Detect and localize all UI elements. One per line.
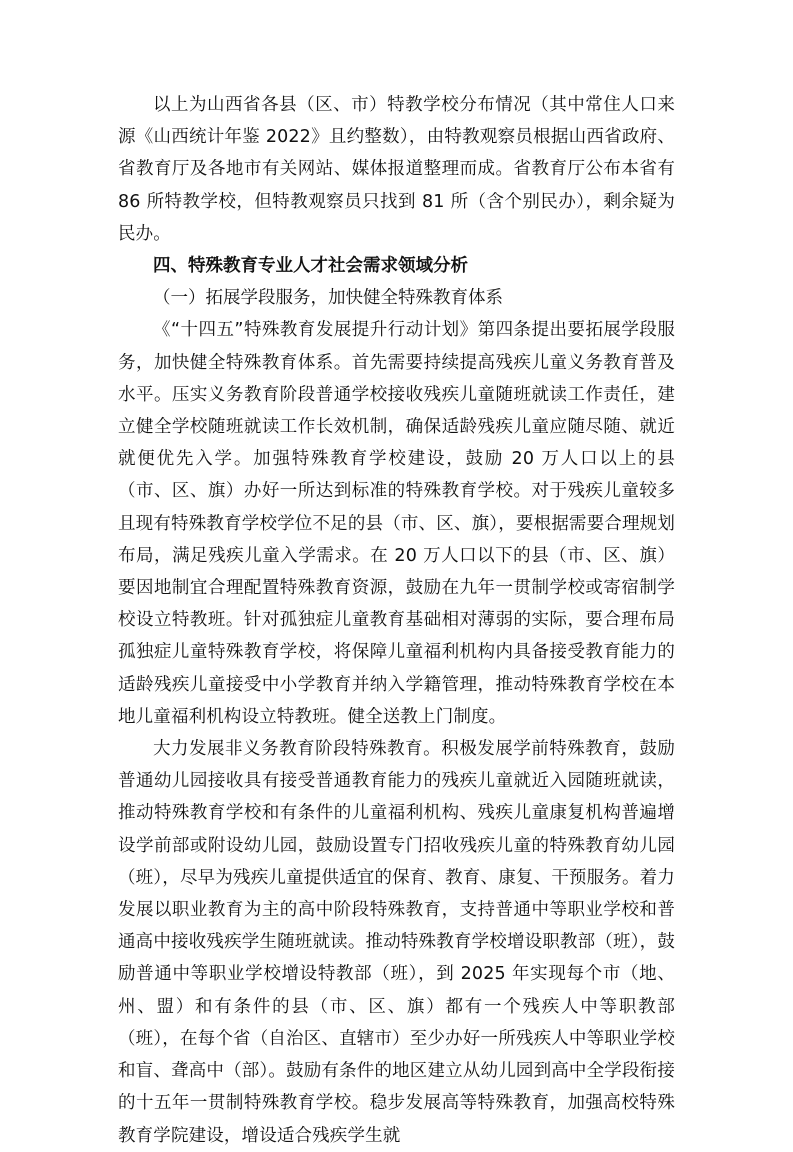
paragraph-intro: 以上为山西省各县（区、市）特教学校分布情况（其中常住人口来源《山西统计年鉴 2022》且约整数），由特教观察员根据山西省政府、省教育厅及各地市有关网站、媒体报道整理而成。省教育厅公布本省有 86 所特教学校，但特教观察员只找到 81 所（含个别民办），剩余疑为民办。 bbox=[118, 95, 675, 244]
section-heading: 四、特殊教育专业人才社会需求领域分析 bbox=[153, 256, 468, 277]
subsection-heading: （一）拓展学段服务，加快健全特殊教育体系 bbox=[153, 288, 503, 309]
paragraph-non-compulsory-education: 大力发展非义务教育阶段特殊教育。积极发展学前特殊教育，鼓励普通幼儿园接收具有接受普通教育能力的残疾儿童就近入园随班就读，推动特殊教育学校和有条件的儿童福利机构、残疾儿童康复机构普遍增设学前部或附设幼儿园，鼓励设置专门招收残疾儿童的特殊教育幼儿园（班），尽早为残疾儿童提供适宜的保育、教育、康复、干预服务。着力发展以职业教育为主的高中阶段特殊教育，支持普通中等职业学校和普通高中接收残疾学生随班就读。推动特殊教育学校增设职教部（班），鼓励普通中等职业学校增设特教部（班），到 2025 年实现每个市（地、州、盟）和有条件的县（市、区、旗）都有一个残疾人中等职教部（班），在每个省（自治区、直辖市）至少办好一所残疾人中等职业学校和盲、聋高中（部）。鼓励有条件的地区建立从幼儿园到高中全学段衔接的十五年一贯制特殊教育学校。稳步发展高等特殊教育，加强高校特殊教育学院建设，增设适合残疾学生就 bbox=[118, 739, 675, 1146]
paragraph-expand-stage-services: 《“十四五”特殊教育发展提升行动计划》第四条提出要拓展学段服务，加快健全特殊教育体系。首先需要持续提高残疾儿童义务教育普及水平。压实义务教育阶段普通学校接收残疾儿童随班就读工作责任，建立健全学校随班就读工作长效机制，确保适龄残疾儿童应随尽随、就近就便优先入学。加强特殊教育学校建设，鼓励 20 万人口以上的县（市、区、旗）办好一所达到标准的特殊教育学校。对于残疾儿童较多且现有特殊教育学校学位不足的县（市、区、旗），要根据需要合理规划布局，满足残疾儿童入学需求。在 20 万人口以下的县（市、区、旗）要因地制宜合理配置特殊教育资源，鼓励在九年一贯制学校或寄宿制学校设立特教班。针对孤独症儿童教育基础相对薄弱的实际，要合理布局孤独症儿童特殊教育学校，将保障儿童福利机构内具备接受教育能力的适龄残疾儿童接受中小学教育并纳入学籍管理，推动特殊教育学校在本地儿童福利机构设立特教班。健全送教上门制度。 bbox=[118, 320, 675, 727]
